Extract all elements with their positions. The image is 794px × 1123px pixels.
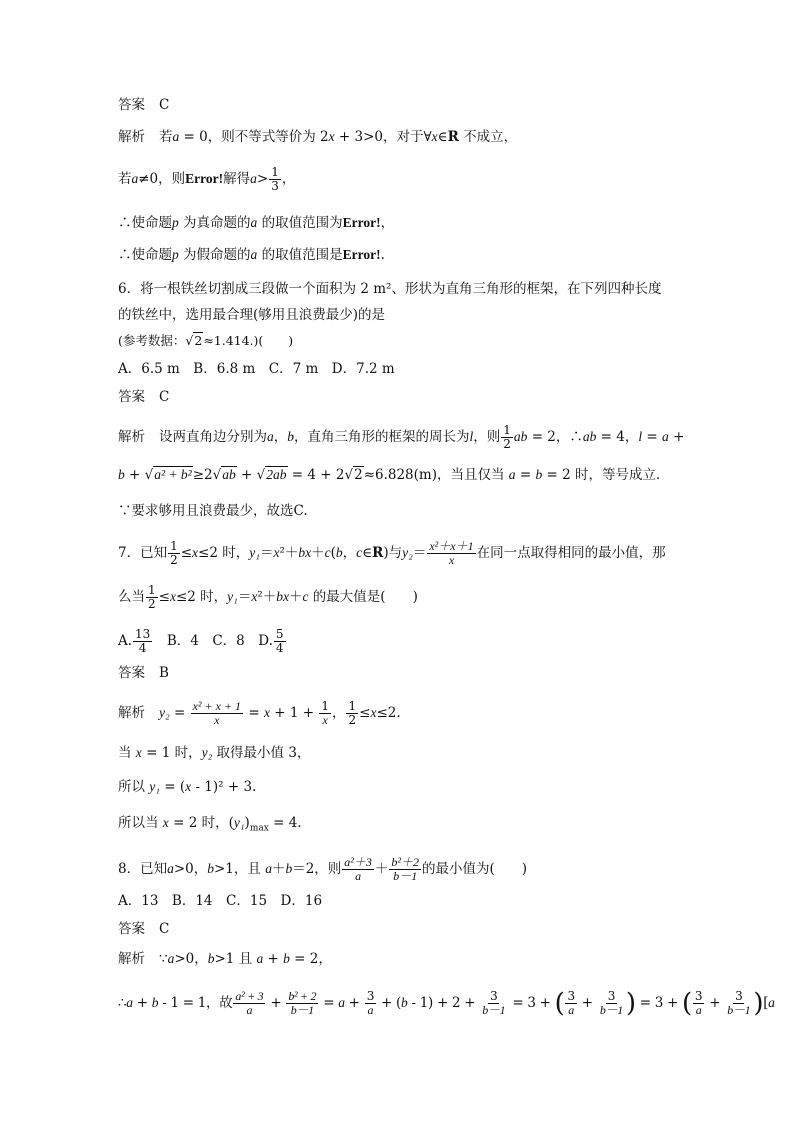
fraction: $\frac{\text{b²＋2}}{b-1}$ bbox=[391, 855, 420, 883]
q6-analysis-line-2: b + √a² + b²≥2√ab + √2ab = 4 + 2√2≈6.828(m)，当且仅当 a = b = 2 时，等号成立． bbox=[118, 467, 670, 483]
q8-analysis-line-2: ∴a + b - 1 = 1，故 $\frac{\text{a² + 3}}{a}$ + $\frac{\text{b² + 2}}{b-1}$ = a + $\frac{3}{a}$ + (b - 1) + 2 + $\frac{3}{b-1}$ = 3 + ( $\frac{3}{a}$ + $\frac{3}{b-1}$ ) = 3 + ( $\frac{3}{a}$ + $\frac{3}{b-1}$ )[a bbox=[118, 988, 775, 1019]
sqrt: √2 bbox=[344, 467, 363, 483]
analysis-label: 解析 bbox=[118, 705, 145, 721]
fraction: $\frac{3}{a}$ bbox=[366, 989, 375, 1017]
q6-options: A．6.5 m B．6.8 m C．7 m D．7.2 m bbox=[118, 361, 395, 377]
analysis-label: 解析 bbox=[118, 429, 145, 445]
fraction: $\frac{1}{2}$ bbox=[503, 423, 511, 451]
q8-options: A．13 B．14 C．15 D．16 bbox=[118, 893, 323, 909]
sqrt: √2 bbox=[185, 333, 203, 348]
big-paren-close: ) bbox=[753, 988, 764, 1019]
q7-stem-2: 么当 $\frac{1}{2}$ ≤x≤2 时，y₁＝x²＋bx＋c 的最大值是( ) bbox=[118, 583, 418, 611]
q7-answer-line bbox=[118, 664, 694, 682]
answer-label: 答案 bbox=[118, 389, 145, 405]
q6-analysis-line-1: 解析 设两直角边分别为a，b，直角三角形的框架的周长为l，则 $\frac{1}{2}$ ab = 2，∴ab = 4，l = a + bbox=[118, 423, 685, 451]
q6-analysis-line-3: ∵要求够用且浪费最少，故选C. bbox=[118, 503, 308, 519]
q6-answer: C bbox=[159, 389, 170, 405]
fraction: $\frac{3}{a}$ bbox=[567, 989, 575, 1017]
analysis-label: 解析 bbox=[118, 129, 145, 145]
q7-analysis-line-1: 解析 y₂ = $\frac{\text{x² + x + 1}}{x}$ = x + 1 + $\frac{1}{x}$ ， $\frac{1}{2}$ ≤x≤2. bbox=[118, 699, 401, 727]
q7-analysis-line-4: 所以当 x = 2 时，$(y_1)_{max} = 4$. bbox=[118, 815, 302, 834]
answer-label: 答案 bbox=[118, 665, 145, 681]
q7-answer: B bbox=[159, 665, 169, 681]
q7-stem-1: 7．已知 $\frac{1}{2}$ ≤x≤2 时，y₁＝x²＋bx＋c(b，c∈R)与y₂＝ $\frac{\text{x²＋x＋1}}{x}$ 在同一点取得相同的最小值，那 bbox=[118, 539, 666, 567]
q6-stem-1: 6．将一根铁丝切割成三段做一个面积为 2 m²、形状为直角三角形的框架，在下列四种长度 bbox=[118, 281, 662, 297]
fraction: $\frac{5}{4}$ bbox=[275, 627, 284, 655]
q8-analysis-line-1: 解析 ∵a>0，b>1 且 a + b = 2， bbox=[118, 951, 332, 967]
fraction: $\frac{1}{2}$ bbox=[148, 583, 156, 611]
fraction: $\frac{1}{3}$ bbox=[271, 165, 279, 193]
sqrt: √2ab bbox=[256, 467, 287, 483]
fraction: $\frac{3}{a}$ bbox=[694, 989, 703, 1017]
fraction: $\frac{3}{b-1}$ bbox=[727, 989, 751, 1017]
sqrt: √ab bbox=[212, 467, 236, 483]
fraction: $\frac{\text{a²＋3}}{a}$ bbox=[344, 855, 372, 883]
q6-stem-2: 的铁丝中，选用最合理(够用且浪费最少)的是 bbox=[118, 307, 386, 323]
fraction: $\frac{1}{2}$ bbox=[348, 699, 357, 727]
q7-analysis-line-3: 所以 y₁ = (x - 1)² + 3. bbox=[118, 779, 257, 795]
q5-analysis-line-3: ∴使命题p 为真命题的a 的取值范围为Error!， bbox=[118, 215, 395, 231]
q8-stem: 8．已知a>0，b>1，且 a＋b＝2，则 $\frac{\text{a²＋3}}{a}$ ＋ $\frac{\text{b²＋2}}{b-1}$ 的最小值为( ) bbox=[118, 855, 528, 883]
q8-answer-line bbox=[118, 920, 694, 938]
q7-options: A. $\frac{13}{4}$ B．4 C．8 D. $\frac{5}{4}$ bbox=[118, 627, 284, 655]
fraction: $\frac{13}{4}$ bbox=[135, 627, 151, 655]
big-paren-open: ( bbox=[554, 988, 565, 1019]
q7-analysis-line-2: 当 x = 1 时，y₂ 取得最小值 3， bbox=[118, 745, 311, 761]
fraction: $\frac{1}{x}$ bbox=[321, 699, 329, 727]
big-paren-close: ) bbox=[625, 988, 636, 1019]
fraction: $\frac{\text{x²＋x＋1}}{x}$ bbox=[429, 539, 474, 567]
q6-answer-line bbox=[118, 388, 694, 406]
q5-answer: C bbox=[159, 97, 170, 113]
analysis-label: 解析 bbox=[118, 951, 145, 967]
fraction: $\frac{\text{b² + 2}}{b-1}$ bbox=[288, 989, 317, 1017]
q5-analysis-line-2: 若a≠0，则Error!解得a> $\frac{1}{3}$ ， bbox=[118, 165, 296, 193]
sqrt: √a² + b² bbox=[144, 467, 192, 483]
q5-answer-line bbox=[118, 96, 694, 114]
error-placeholder: Error! bbox=[342, 215, 381, 230]
error-placeholder: Error! bbox=[185, 171, 224, 186]
error-placeholder: Error! bbox=[342, 247, 381, 262]
fraction: $\frac{\text{x² + x + 1}}{x}$ bbox=[192, 699, 242, 727]
fraction: $\frac{3}{b-1}$ bbox=[599, 989, 623, 1017]
fraction: $\frac{1}{2}$ bbox=[170, 539, 178, 567]
fraction: $\frac{\text{a² + 3}}{a}$ bbox=[235, 989, 264, 1017]
answer-label: 答案 bbox=[118, 921, 145, 937]
q8-answer: C bbox=[159, 921, 170, 937]
q5-analysis-line-4: ∴使命题p 为假命题的a 的取值范围是Error!. bbox=[118, 247, 385, 263]
q6-reference: (参考数据：√2≈1.414.)( ) bbox=[118, 333, 294, 348]
q5-analysis-line-1: 解析 若a = 0，则不等式等价为 2x + 3>0，对于∀x∈R 不成立， bbox=[118, 129, 518, 145]
fraction: $\frac{3}{b-1}$ bbox=[482, 989, 506, 1017]
answer-label: 答案 bbox=[118, 97, 145, 113]
big-paren-open: ( bbox=[682, 988, 692, 1019]
